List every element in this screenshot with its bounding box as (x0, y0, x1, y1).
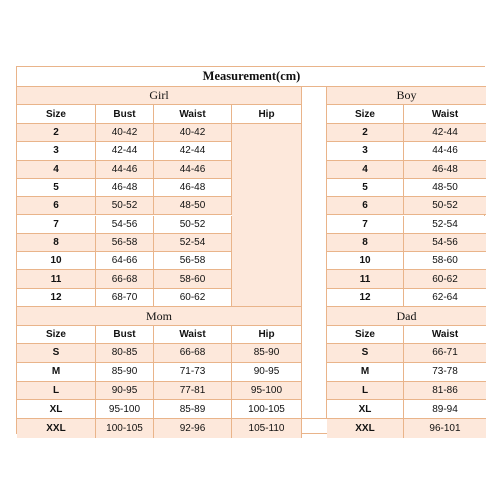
girl-waist-cell: 42-44 (154, 142, 232, 160)
section-mom: Mom (17, 307, 302, 326)
girl-waist-cell: 44-46 (154, 161, 232, 179)
girl-bust-cell: 44-46 (96, 161, 154, 179)
girl-size-cell: 8 (17, 234, 96, 252)
girl-size-cell: 2 (17, 124, 96, 142)
boy-size-cell: 8 (327, 234, 404, 252)
boy-waist-cell: 58-60 (404, 252, 486, 270)
boy-waist-cell: 48-50 (404, 179, 486, 197)
mom-hip-cell: 100-105 (232, 400, 302, 419)
spacer-column (302, 87, 327, 419)
girl-size-cell: 7 (17, 216, 96, 234)
boy-waist-cell: 50-52 (404, 197, 486, 215)
girl-bust-cell: 68-70 (96, 289, 154, 307)
mom-header-bust: Bust (96, 326, 154, 344)
girl-bust-cell: 56-58 (96, 234, 154, 252)
girl-bust-cell: 50-52 (96, 197, 154, 215)
section-girl: Girl (17, 87, 302, 105)
mom-header-waist: Waist (154, 326, 232, 344)
mom-hip-cell: 105-110 (232, 419, 302, 438)
dad-waist-cell: 66-71 (404, 344, 486, 363)
girl-bust-cell: 46-48 (96, 179, 154, 197)
girl-header-size: Size (17, 105, 96, 124)
mom-hip-cell: 90-95 (232, 363, 302, 382)
table-title: Measurement(cm) (17, 67, 486, 87)
mom-bust-cell: 85-90 (96, 363, 154, 382)
dad-waist-cell: 73-78 (404, 363, 486, 382)
mom-waist-cell: 71-73 (154, 363, 232, 382)
section-dad: Dad (327, 307, 486, 326)
girl-hip-empty-cell (232, 124, 302, 307)
dad-waist-cell: 89-94 (404, 400, 486, 419)
girl-bust-cell: 40-42 (96, 124, 154, 142)
girl-bust-cell: 42-44 (96, 142, 154, 160)
mom-size-cell: M (17, 363, 96, 382)
section-boy: Boy (327, 87, 486, 105)
girl-waist-cell: 46-48 (154, 179, 232, 197)
boy-waist-cell: 42-44 (404, 124, 486, 142)
boy-header-waist: Waist (404, 105, 486, 124)
measurement-table (16, 66, 485, 434)
girl-size-cell: 6 (17, 197, 96, 215)
mom-waist-cell: 92-96 (154, 419, 232, 438)
dad-size-cell: XL (327, 400, 404, 419)
dad-waist-cell: 96-101 (404, 419, 486, 438)
dad-waist-cell: 81-86 (404, 382, 486, 401)
boy-size-cell: 2 (327, 124, 404, 142)
mom-header-size: Size (17, 326, 96, 344)
girl-waist-cell: 56-58 (154, 252, 232, 270)
boy-size-cell: 3 (327, 142, 404, 160)
boy-waist-cell: 60-62 (404, 270, 486, 288)
mom-bust-cell: 95-100 (96, 400, 154, 419)
girl-size-cell: 5 (17, 179, 96, 197)
mom-waist-cell: 77-81 (154, 382, 232, 401)
dad-size-cell: S (327, 344, 404, 363)
girl-waist-cell: 50-52 (154, 216, 232, 234)
boy-size-cell: 11 (327, 270, 404, 288)
mom-size-cell: S (17, 344, 96, 363)
girl-bust-cell: 64-66 (96, 252, 154, 270)
boy-waist-cell: 44-46 (404, 142, 486, 160)
boy-size-cell: 12 (327, 289, 404, 307)
mom-waist-cell: 85-89 (154, 400, 232, 419)
mom-hip-cell: 85-90 (232, 344, 302, 363)
mom-size-cell: XXL (17, 419, 96, 438)
girl-size-cell: 10 (17, 252, 96, 270)
girl-waist-cell: 60-62 (154, 289, 232, 307)
mom-header-hip: Hip (232, 326, 302, 344)
dad-header-size: Size (327, 326, 404, 344)
mom-waist-cell: 66-68 (154, 344, 232, 363)
girl-waist-cell: 48-50 (154, 197, 232, 215)
girl-size-cell: 3 (17, 142, 96, 160)
dad-size-cell: XXL (327, 419, 404, 438)
dad-size-cell: M (327, 363, 404, 382)
girl-waist-cell: 52-54 (154, 234, 232, 252)
boy-size-cell: 5 (327, 179, 404, 197)
boy-size-cell: 4 (327, 161, 404, 179)
girl-bust-cell: 66-68 (96, 270, 154, 288)
girl-waist-cell: 40-42 (154, 124, 232, 142)
mom-bust-cell: 80-85 (96, 344, 154, 363)
boy-waist-cell: 52-54 (404, 216, 486, 234)
boy-waist-cell: 62-64 (404, 289, 486, 307)
boy-size-cell: 6 (327, 197, 404, 215)
girl-bust-cell: 54-56 (96, 216, 154, 234)
dad-header-waist: Waist (404, 326, 486, 344)
mom-size-cell: XL (17, 400, 96, 419)
girl-size-cell: 4 (17, 161, 96, 179)
boy-waist-cell: 46-48 (404, 161, 486, 179)
girl-header-waist: Waist (154, 105, 232, 124)
boy-header-size: Size (327, 105, 404, 124)
boy-size-cell: 7 (327, 216, 404, 234)
girl-waist-cell: 58-60 (154, 270, 232, 288)
dad-size-cell: L (327, 382, 404, 401)
girl-size-cell: 11 (17, 270, 96, 288)
mom-hip-cell: 95-100 (232, 382, 302, 401)
mom-bust-cell: 100-105 (96, 419, 154, 438)
girl-size-cell: 12 (17, 289, 96, 307)
boy-size-cell: 10 (327, 252, 404, 270)
boy-waist-cell: 54-56 (404, 234, 486, 252)
girl-header-bust: Bust (96, 105, 154, 124)
girl-header-hip: Hip (232, 105, 302, 124)
mom-bust-cell: 90-95 (96, 382, 154, 401)
mom-size-cell: L (17, 382, 96, 401)
